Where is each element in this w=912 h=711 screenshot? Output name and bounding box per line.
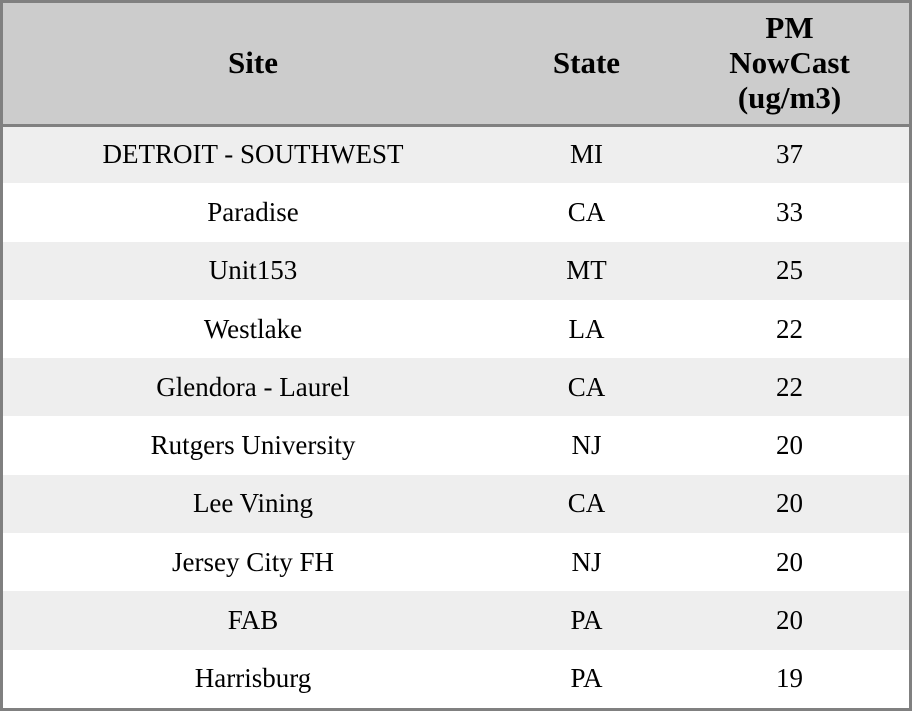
cell-site: Lee Vining [3,475,503,533]
cell-site: Unit153 [3,242,503,300]
cell-pm: 37 [670,125,909,183]
cell-pm: 20 [670,533,909,591]
cell-pm: 20 [670,475,909,533]
cell-pm: 25 [670,242,909,300]
cell-state: MI [503,125,670,183]
cell-pm: 20 [670,591,909,649]
table-row [3,533,909,591]
cell-pm: 20 [670,416,909,474]
column-header-pm-line-3: (ug/m3) [737,79,842,115]
cell-site: DETROIT - SOUTHWEST [3,125,503,183]
cell-state: NJ [503,416,670,474]
table-body [3,125,909,708]
table-row [3,475,909,533]
table-row [3,183,909,241]
cell-pm: 33 [670,183,909,241]
table-header-row [3,3,909,125]
cell-site: Harrisburg [3,650,503,708]
cell-site: Rutgers University [3,416,503,474]
column-header-state: State [503,3,670,125]
cell-site: Paradise [3,183,503,241]
table-row [3,416,909,474]
column-header-pm-line-2: NowCast [729,44,850,80]
table-row [3,242,909,300]
cell-site: Westlake [3,300,503,358]
table-row [3,650,909,708]
cell-site: Glendora - Laurel [3,358,503,416]
table-row [3,591,909,649]
cell-state: CA [503,358,670,416]
cell-state: PA [503,591,670,649]
cell-pm: 22 [670,300,909,358]
cell-pm: 22 [670,358,909,416]
cell-state: CA [503,475,670,533]
cell-state: CA [503,183,670,241]
column-header-site: Site [3,3,503,125]
cell-site: Jersey City FH [3,533,503,591]
table-row [3,358,909,416]
air-quality-table [3,3,909,708]
cell-state: NJ [503,533,670,591]
table-header [3,3,909,125]
cell-pm: 19 [670,650,909,708]
table-row [3,300,909,358]
cell-state: MT [503,242,670,300]
cell-state: LA [503,300,670,358]
cell-state: PA [503,650,670,708]
column-header-pm-line-1: PM [765,10,814,46]
column-header-pm-nowcast [670,3,909,125]
cell-site: FAB [3,591,503,649]
table-row [3,125,909,183]
